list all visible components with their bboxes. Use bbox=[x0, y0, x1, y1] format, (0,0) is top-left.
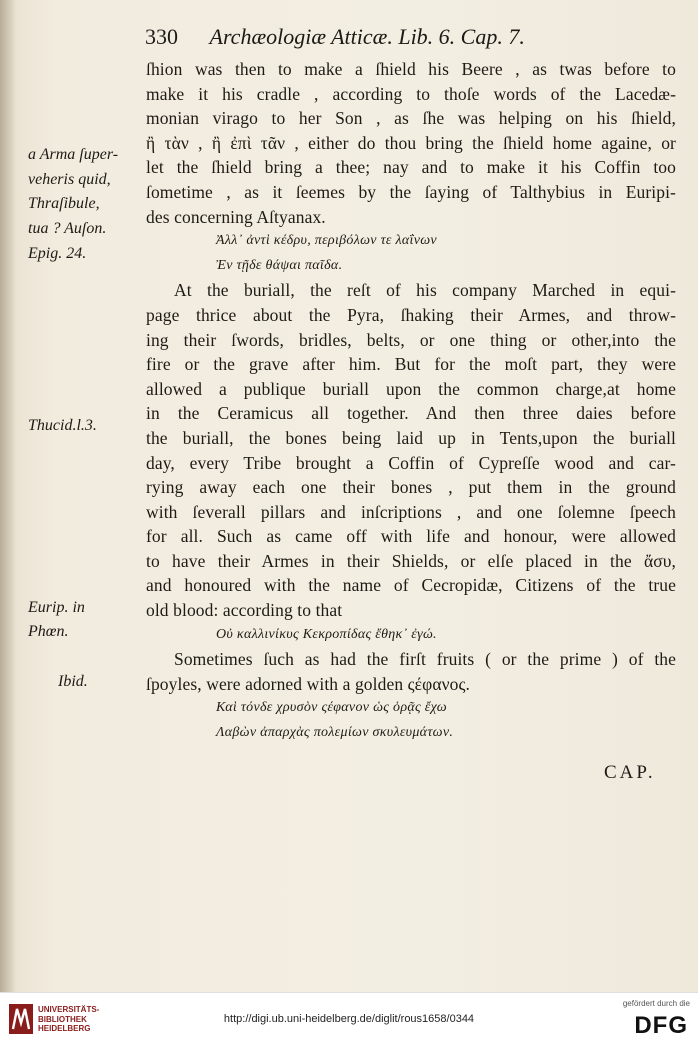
margin-note: a Arma ſuper- bbox=[28, 146, 119, 163]
text-line: ſhion was then to make a ſhield his Beere , as twas before to bbox=[146, 59, 676, 79]
text-line: At the buriall, the reſt of his company Marched in equi- bbox=[174, 280, 676, 301]
margin-note: Thucid.l.3. bbox=[28, 417, 97, 434]
text-line: allowed a publique buriall upon the common charge,at home bbox=[146, 378, 676, 399]
text-line: the buriall, the bones being laid up in Tents,upon the buriall bbox=[146, 427, 676, 448]
main-text bbox=[146, 57, 676, 746]
text-line: old blood: according to that bbox=[146, 600, 343, 621]
greek-quote-line: Οὐ καλλινίκυς Κεκροπίδας ἔθηκ᾽ ἐγώ. bbox=[216, 626, 437, 642]
text-line: ſpoyles, were adorned with a golden ςέφανος. bbox=[146, 673, 470, 694]
text-line: des concerning Aſtyanax. bbox=[146, 206, 326, 227]
text-line: fire or the grave after him. But for the moſt part, they were bbox=[146, 354, 676, 375]
greek-quote-line: Καὶ τόνδε χρυσὸν ςέφανον ὡς ὁρᾷς ἔχω bbox=[216, 700, 447, 716]
margin-note: tua ? Auſon. bbox=[28, 220, 107, 237]
greek-quote-line: Ἀλλ᾽ ἀντὶ κέδρυ, περιβόλων τε λαΐνων bbox=[216, 233, 437, 249]
text-line: monian virago to her Son , as ſhe was helping on his ſhield, bbox=[146, 108, 676, 129]
greek-quote-line: Ἐν τῇδε θάψαι παῖδα. bbox=[216, 257, 343, 273]
margin-note: Epig. 24. bbox=[28, 245, 87, 262]
running-title: Archæologiæ Atticæ. Lib. 6. Cap. 7. bbox=[209, 24, 525, 49]
text-line: to have their Armes in their Shields, or elſe placed in the ἄσυ, bbox=[146, 550, 676, 571]
permalink-url[interactable]: http://digi.ub.uni-heidelberg.de/diglit/rous1658/0344 bbox=[223, 1013, 475, 1025]
library-name: UNIVERSITÄTS- BIBLIOTHEK HEIDELBERG bbox=[38, 1005, 100, 1033]
page-number: 330 bbox=[145, 24, 178, 49]
text-line: ing their ſwords, bridles, belts, or one thing or other,into the bbox=[146, 329, 676, 350]
funded-by-label: gefördert durch die bbox=[622, 999, 690, 1008]
text-line: ἢ τὰν , ἢ ἐπὶ τᾶν , either do thou bring the ſhield home againe, or bbox=[146, 132, 676, 153]
text-line: rying away each one their bones , put them in the ground bbox=[146, 477, 676, 498]
dfg-logo: DFG bbox=[634, 1012, 688, 1039]
text-line: let the ſhield bring a thee; nay and to make it his Coffin too bbox=[146, 157, 676, 178]
text-line: ſometime , as it ſeemes by the ſaying of Talthybius in Euripi- bbox=[146, 181, 676, 202]
running-header bbox=[145, 24, 525, 50]
text-line: make it his cradle , according to thoſe words of the Lacedæ- bbox=[146, 83, 676, 104]
catchword: CAP. bbox=[604, 762, 656, 783]
digitization-footer bbox=[0, 992, 698, 1046]
text-line: and honoured with the name of Cecropidæ, Citizens of the true bbox=[146, 575, 676, 596]
book-spine-shadow bbox=[0, 0, 14, 992]
text-line: Sometimes ſuch as had the firſt fruits ( or the prime ) of the bbox=[174, 649, 676, 670]
margin-note: Phœn. bbox=[28, 623, 69, 640]
margin-note: Eurip. in bbox=[28, 599, 85, 616]
text-line: page thrice about the Pyra, ſhaking their Armes, and throw- bbox=[146, 304, 676, 325]
text-line: for all. Such as came off with life and honour, were allowed bbox=[146, 526, 676, 547]
text-line: day, every Tribe brought a Coffin of Cypreſſe wood and car- bbox=[146, 452, 676, 473]
margin-note: veheris quid, bbox=[28, 171, 111, 188]
text-line: in the Ceramicus all together. And then three daies before bbox=[146, 403, 676, 424]
greek-quote-line: Λαβὼν ἀπαρχὰς πολεμίων σκυλευμάτων. bbox=[216, 725, 454, 741]
text-line: with ſeverall pillars and inſcriptions , and one ſolemne ſpeech bbox=[146, 501, 676, 522]
margin-note: Thraſibule, bbox=[28, 195, 100, 212]
margin-note: Ibid. bbox=[58, 673, 88, 690]
